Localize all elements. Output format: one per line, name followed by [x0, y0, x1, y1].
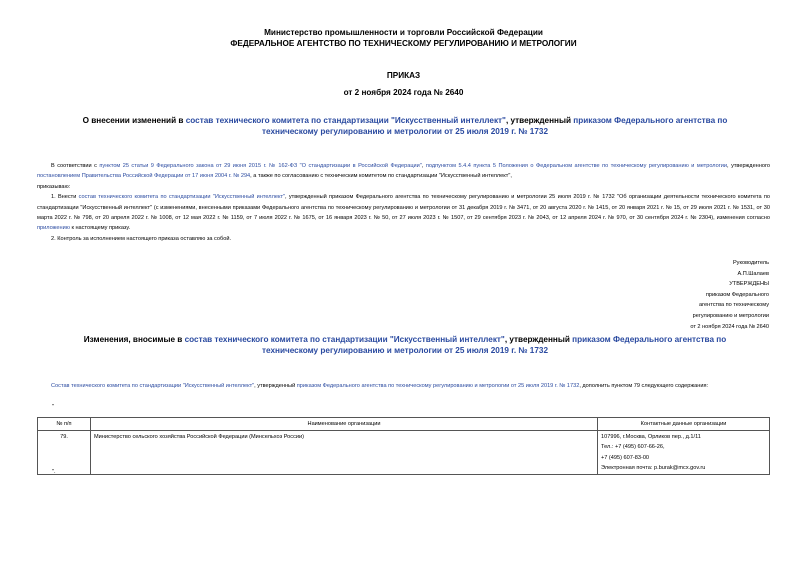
- link-order-1732[interactable]: приказом Федерального агентства по техническому регулированию и метрологии от 25 июля 2019 г. № 1732: [296, 383, 580, 389]
- preamble-text-1: В соответствии с: [51, 163, 100, 169]
- organization-table: [37, 417, 770, 475]
- title-link-order[interactable]: приказом Федерального агентства по техническому регулированию и метрологии от 25 июля 2019 г. № 1732: [261, 116, 728, 136]
- changes-paragraph: [37, 381, 770, 391]
- signer-role: Руководитель: [732, 260, 769, 266]
- contact-email: Электронная почта: p.burak@mcx.gov.ru: [601, 464, 706, 471]
- link-appendix[interactable]: приложению: [37, 225, 70, 232]
- approval-5: от 2 ноября 2024 года № 2640: [690, 323, 769, 330]
- title-pre: О внесении изменений в: [82, 116, 186, 125]
- agency-name: ФЕДЕРАЛЬНОЕ АГЕНТСТВО ПО ТЕХНИЧЕСКОМУ РЕГУЛИРОВАНИЮ И МЕТРОЛОГИИ: [230, 39, 577, 48]
- preamble: [37, 161, 770, 244]
- title-link-committee[interactable]: состав технического комитета по стандартизации "Искусственный интеллект": [185, 116, 506, 125]
- title2-link-committee[interactable]: состав технического комитета по стандартизации "Искусственный интеллект": [184, 335, 505, 344]
- para3-text-2: , дополнить пунктом 79 следующего содержания:: [579, 383, 709, 389]
- title2-link-order[interactable]: приказом Федерального агентства по техническому регулированию и метрологии от 25 июля 2019 г. № 1732: [261, 335, 727, 355]
- quote-open: ": [52, 404, 54, 410]
- preamble-text-2: ,: [421, 163, 426, 169]
- signer-name: А.П.Шалаев: [737, 270, 769, 277]
- ministry-name: Министерство промышленности и торговли Российской Федерации: [264, 28, 543, 37]
- prikazyvayu: приказываю:: [37, 183, 71, 190]
- preamble-text-4: , а также по согласованию с техническим комитетом по стандартизации "Искусственный интеллект",: [250, 173, 512, 180]
- approval-1: УТВЕРЖДЕНЫ: [729, 281, 769, 288]
- para3-text-1: , утвержденный: [254, 383, 297, 389]
- contact-phone-2: +7 (495) 607-83-00: [601, 454, 650, 461]
- item1-text-1: 1. Внести: [51, 194, 79, 201]
- contact-address: 107996, г.Москва, Орликов пер., д.1/11: [601, 434, 701, 441]
- row-num: 79.: [38, 431, 91, 475]
- link-federal-law[interactable]: пунктом 25 статьи 9 Федерального закона от 29 июня 2015 г. № 162-ФЗ "О стандартизации в Российской Федерации": [99, 163, 422, 169]
- col-header-org: Наименование организации: [91, 418, 598, 431]
- link-government-decree[interactable]: постановлением Правительства Российской Федерации от 17 июня 2004 г. № 294: [37, 173, 251, 180]
- item1-text-2: , утвержденный приказом Федерального агентства по техническому регулированию и метрологии 25 июля 2019 г. № 1732 "Об организации деятельности технического комитета по стандартизации "Искусственный интеллект" (с изменениями, внесенными приказами Федерального агентства по техническому регулированию и метрологии от 31 декабря 2019 г. № 3471, от 20 августа 2020 г. № 1415, от 20 января 2021 г. № 15, от 29 июля 2021 г. № 1531, от 30 марта 2022 г. № 798, от 20 апреля 2022 г. № 1008, от 12 мая 2022 г. № 1159, от 7 июля 2022 г. № 1675, от 16 января 2023 г. № 50, от 27 июля 2023 г. № 1507, от 29 сентября 2023 г. № 2043, от 12 апреля 2024 г. № 970, от 30 сентября 2024 г. № 2304), изменения согласно: [37, 194, 770, 222]
- approval-4: регулированию и метрологии: [692, 312, 769, 319]
- title-mid: , утвержденный: [505, 116, 574, 125]
- approval-2: приказом Федерального: [705, 291, 769, 298]
- doc-date: от 2 ноября 2024 года № 2640: [343, 88, 464, 97]
- signer-block: [569, 258, 769, 332]
- col-header-contact: Контактные данные организации: [598, 418, 770, 431]
- table-row: [38, 431, 770, 475]
- col-header-num: № п/п: [38, 418, 91, 431]
- page-title: [60, 115, 750, 137]
- contact-phone-1: Тел.: +7 (495) 607-66-26,: [601, 444, 665, 451]
- row-contact: [598, 431, 770, 475]
- order-item-2: [37, 234, 770, 244]
- item1-text-3: к настоящему приказу.: [69, 225, 131, 232]
- title2-pre: Изменения, вносимые в: [83, 335, 185, 344]
- preamble-paragraph: [37, 161, 770, 182]
- link-composition[interactable]: Состав технического комитета по стандартизации "Искусственный интеллект": [51, 383, 255, 389]
- preamble-text-3: , утвержденного: [727, 163, 770, 169]
- link-regulation[interactable]: подпунктом 5.4.4 пункта 5 Положения о Федеральном агентстве по техническому регулированию и метрологии: [425, 163, 728, 169]
- table-header-row: [38, 418, 770, 431]
- doc-type: ПРИКАЗ: [386, 71, 421, 80]
- title2-mid: , утвержденный: [504, 335, 573, 344]
- changes-title: [60, 334, 750, 356]
- order-item-1: [37, 192, 770, 234]
- approval-3: агентства по техническому: [698, 302, 769, 309]
- item2-text: 2. Контроль за исполнением настоящего приказа оставляю за собой.: [51, 235, 232, 242]
- row-org: Министерство сельского хозяйства Российской Федерации (Минсельхоз России): [91, 431, 598, 475]
- link-committee-composition[interactable]: состав технического комитета по стандартизации "Искусственный интеллект": [78, 194, 285, 201]
- quote-close: ".: [52, 469, 56, 475]
